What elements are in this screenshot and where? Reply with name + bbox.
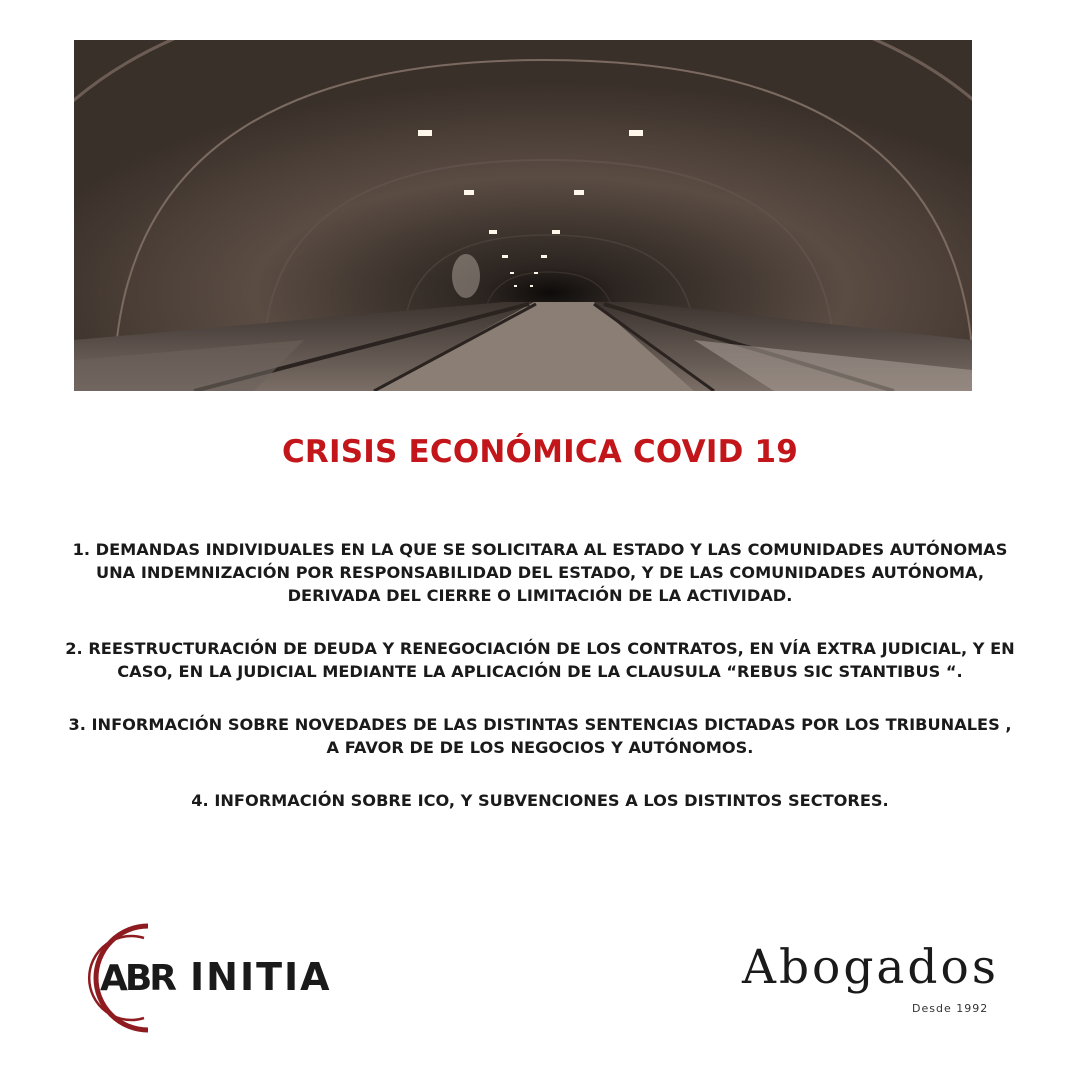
logo-mark: ABR [100, 958, 175, 999]
abogados-tagline: Desde 1992 [912, 1002, 989, 1015]
service-list [20, 538, 1060, 842]
tunnel-photo [74, 40, 972, 391]
abogados-logo [700, 940, 1020, 1020]
tunnel-illustration [74, 40, 972, 391]
abr-initia-logo [86, 918, 346, 1036]
item-line: DERIVADA DEL CIERRE O LIMITACIÓN DE LA ACTIVIDAD. [287, 586, 793, 605]
item-line: 1. DEMANDAS INDIVIDUALES EN LA QUE SE SOLICITARA AL ESTADO Y LAS COMUNIDADES AUTÓNOMAS [72, 540, 1008, 559]
item-line: 3. INFORMACIÓN SOBRE NOVEDADES DE LAS DISTINTAS SENTENCIAS DICTADAS POR LOS TRIBUNALES , [68, 715, 1012, 734]
list-item [20, 637, 1060, 683]
logo-text: INITIA [190, 955, 332, 999]
item-line: CASO, EN LA JUDICIAL MEDIANTE LA APLICACIÓN DE LA CLAUSULA “REBUS SIC STANTIBUS “. [117, 662, 963, 681]
item-line: 2. REESTRUCTURACIÓN DE DEUDA Y RENEGOCIACIÓN DE LOS CONTRATOS, EN VÍA EXTRA JUDICIAL, Y EN [65, 639, 1015, 658]
list-item [20, 538, 1060, 607]
item-line: UNA INDEMNIZACIÓN POR RESPONSABILIDAD DEL ESTADO, Y DE LAS COMUNIDADES AUTÓNOMA, [95, 563, 985, 582]
abogados-wordmark: Abogados [742, 940, 999, 995]
item-line: 4. INFORMACIÓN SOBRE ICO, Y SUBVENCIONES A LOS DISTINTOS SECTORES. [191, 791, 889, 810]
list-item [20, 713, 1060, 759]
list-item [20, 789, 1060, 812]
page-title: CRISIS ECONÓMICA COVID 19 [281, 434, 799, 470]
item-line: A FAVOR DE DE LOS NEGOCIOS Y AUTÓNOMOS. [326, 738, 754, 757]
